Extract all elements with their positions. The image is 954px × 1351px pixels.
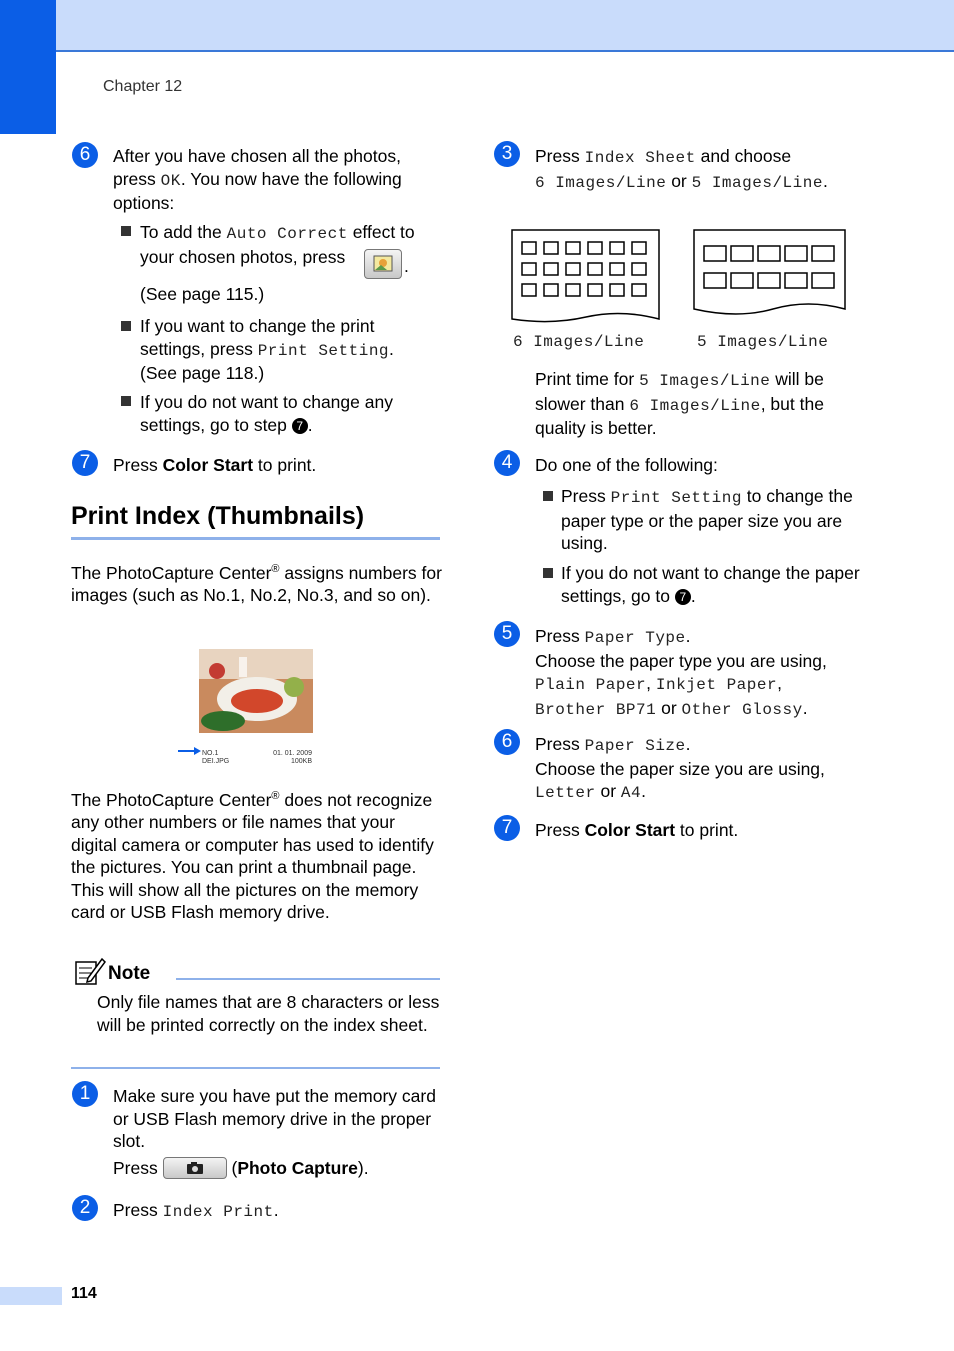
step-text: Do one of the following: xyxy=(535,455,718,475)
option-text: If you want to change the print settings, press Print Setting. (See page 118.) xyxy=(140,316,394,383)
camera-icon xyxy=(164,1158,226,1178)
step-number: 4 xyxy=(494,450,520,476)
option-text: If you do not want to change the paper settings, go to 7 . xyxy=(561,563,860,606)
step-number: 7 xyxy=(494,815,520,841)
thumb-file-info: NO.1 DEI.JPG xyxy=(202,750,230,765)
step-number: 6 xyxy=(494,729,520,755)
step-text: Press Index Sheet and choose 6 Images/Line or 5 Images/Line. xyxy=(535,146,828,192)
step-number: 1 xyxy=(72,1081,98,1107)
section-title: Print Index (Thumbnails) xyxy=(71,502,365,530)
chapter-label: Chapter 12 xyxy=(103,78,183,95)
step-number: 6 xyxy=(72,142,98,168)
option-text: To add the Auto Correct effect to your chosen photos, press xyxy=(140,222,415,267)
intro-paragraph: The PhotoCapture Center® assigns numbers for images (such as No.1, No.2, No.3, and so on). xyxy=(71,562,442,606)
bullet xyxy=(121,226,131,236)
option-text: Press Print Setting to change the paper type or the paper size you are using. xyxy=(561,486,853,553)
step-text: Press Color Start to print. xyxy=(535,820,739,840)
bullet xyxy=(543,491,553,501)
note-title: Note xyxy=(108,963,151,984)
diagram-caption-6: 6 Images/Line xyxy=(513,333,645,351)
diagram-caption-5: 5 Images/Line xyxy=(697,333,829,351)
photo-capture-button[interactable] xyxy=(163,1157,227,1179)
footer-band xyxy=(0,1287,62,1305)
bullet xyxy=(121,321,131,331)
page-number: 114 xyxy=(71,1285,97,1302)
bullet xyxy=(543,568,553,578)
step-text: After you have chosen all the photos, press OK. You now have the following options: xyxy=(113,146,402,213)
food-photo-illustration xyxy=(199,649,313,733)
step-text-press: Press (Photo Capture). xyxy=(113,1158,369,1178)
chapter-tab xyxy=(0,0,56,134)
note-pencil-icon xyxy=(74,956,106,986)
five-per-line-sheet-diagram xyxy=(693,229,847,327)
note-rule-bottom xyxy=(71,1067,440,1069)
step-text: Make sure you have put the memory card or USB Flash memory drive in the proper slot. xyxy=(113,1086,436,1151)
header-band xyxy=(0,0,954,52)
step-text: Press Paper Size. Choose the paper size you are using, Letter or A4. xyxy=(535,734,825,802)
step-text: Print time for 5 Images/Line will be slower than 6 Images/Line, but the quality is better. xyxy=(535,369,824,438)
thumbnail-photo xyxy=(199,649,313,733)
option-text: If you do not want to change any settings, go to step 7 . xyxy=(140,392,393,435)
step-number: 2 xyxy=(72,1195,98,1221)
body-paragraph: The PhotoCapture Center® does not recognize any other numbers or file names that your digital camera or computer has used to identify the pictures. You can print a thumbnail page. This will show all the pictures on the memory card or USB Flash memory drive. xyxy=(71,789,434,923)
arrow-icon xyxy=(178,746,202,756)
step-number: 7 xyxy=(72,450,98,476)
step-text: Press Index Print. xyxy=(113,1200,279,1221)
step-text: Press Color Start to print. xyxy=(113,455,317,475)
step-number: 3 xyxy=(494,141,520,167)
step-text: Press Paper Type. Choose the paper type you are using, Plain Paper, Inkjet Paper, Brother BP71 or Other Glossy. xyxy=(535,626,827,719)
six-per-line-sheet-diagram xyxy=(511,229,661,327)
section-rule xyxy=(71,537,440,540)
bullet xyxy=(121,396,131,406)
note-text: Only file names that are 8 characters or less will be printed correctly on the index sheet. xyxy=(97,992,440,1035)
note-rule xyxy=(176,978,440,980)
thumb-date-info: 01. 01. 2009 100KB xyxy=(273,750,312,765)
auto-correct-button-icon xyxy=(364,249,402,279)
step-number: 5 xyxy=(494,621,520,647)
